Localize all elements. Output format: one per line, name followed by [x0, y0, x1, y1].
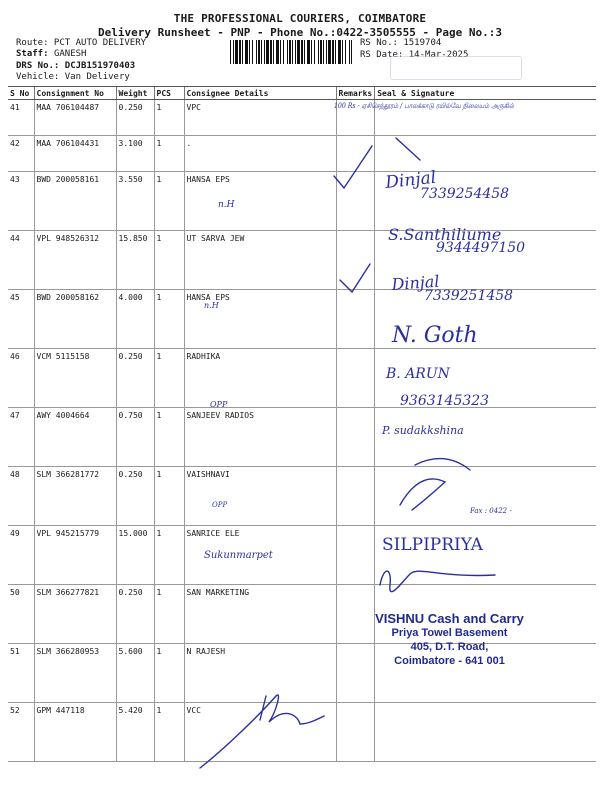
tamil-bracket — [396, 138, 420, 160]
opp-note-49: OPP — [212, 501, 228, 509]
signature-44: S.Santhiliume — [388, 225, 502, 244]
vehicle-label: Vehicle: Van Delivery — [16, 72, 130, 82]
cell-consignee: N RAJESH — [184, 644, 336, 703]
vishnu-stamp — [367, 612, 532, 668]
cell-consignment: BWD 200058162 — [34, 290, 116, 349]
cell-consignee: VCC — [184, 703, 336, 762]
cell-weight: 5.420 — [116, 703, 154, 762]
stamp-line-3: 405, D.T. Road, — [410, 641, 489, 653]
cell-sno: 50 — [8, 585, 34, 644]
signature-46: N. Goth — [392, 323, 478, 348]
cell-weight: 4.000 — [116, 290, 154, 349]
cell-sno: 43 — [8, 172, 34, 231]
stamp-line-2: Priya Towel Basement — [391, 627, 508, 639]
cell-consignment: AWY 4004664 — [34, 408, 116, 467]
col-signature: Seal & Signature — [375, 87, 596, 100]
nh-note-45: n.H — [204, 301, 219, 310]
runsheet-subtitle: Delivery Runsheet - PNP - Phone No.:0422-3505555 - Page No.:3 — [98, 26, 502, 39]
cell-consignment: BWD 200058161 — [34, 172, 116, 231]
bottom-signature — [200, 695, 324, 768]
cell-consignee: VPC — [184, 100, 336, 136]
cell-consignment: SLM 366277821 — [34, 585, 116, 644]
tick-mark-43 — [334, 146, 372, 188]
cell-pcs: 1 — [154, 231, 184, 290]
staff-label: Staff: — [16, 49, 49, 59]
cell-pcs: 1 — [154, 408, 184, 467]
stamp-line-4: Coimbatore - 641 001 — [394, 655, 505, 667]
cell-pcs: 1 — [154, 290, 184, 349]
cell-consignee: HANSA EPS — [184, 290, 336, 349]
cell-consignment: VCM 5115158 — [34, 349, 116, 408]
cell-sno: 51 — [8, 644, 34, 703]
cell-consignment: MAA 706104431 — [34, 136, 116, 172]
cell-sno: 42 — [8, 136, 34, 172]
col-sno: S No — [8, 87, 34, 100]
cell-consignment: SLM 366280953 — [34, 644, 116, 703]
cell-consignee: VAISHNAVI — [184, 467, 336, 526]
cell-consignment: VPL 945215779 — [34, 526, 116, 585]
cell-weight: 0.250 — [116, 100, 154, 136]
cell-consignment: VPL 948526312 — [34, 231, 116, 290]
cell-weight: 15.850 — [116, 231, 154, 290]
cell-pcs: 1 — [154, 526, 184, 585]
drs-label: DRS No.: — [16, 61, 60, 71]
cell-consignment: SLM 366281772 — [34, 467, 116, 526]
cell-weight: 0.750 — [116, 408, 154, 467]
col-consignment: Consignment No — [34, 87, 116, 100]
signature-50: SILPIPRIYA — [382, 535, 483, 555]
cell-weight: 3.550 — [116, 172, 154, 231]
opp-note-47: OPP — [210, 400, 228, 409]
cell-consignee: . — [184, 136, 336, 172]
cell-consignee: HANSA EPS — [184, 172, 336, 231]
cell-sno: 47 — [8, 408, 34, 467]
cell-consignee: SANRICE ELE — [184, 526, 336, 585]
drs-value: DCJB151970403 — [64, 61, 136, 71]
rs-number: RS No.: 1519704 — [360, 38, 442, 48]
cell-weight: 3.100 — [116, 136, 154, 172]
cell-pcs: 1 — [154, 136, 184, 172]
col-remarks: Remarks — [336, 87, 375, 100]
col-pcs: PCS — [154, 87, 184, 100]
stamp-fax: Fax : 0422 - — [470, 507, 512, 515]
cell-weight: 0.250 — [116, 349, 154, 408]
cell-sno: 44 — [8, 231, 34, 290]
company-title: THE PROFESSIONAL COURIERS, COIMBATORE — [173, 12, 427, 25]
cell-weight: 5.600 — [116, 644, 154, 703]
signature-51-stroke — [380, 571, 495, 592]
cell-pcs: 1 — [154, 585, 184, 644]
rs-date: RS Date: 14-Mar-2025 — [360, 50, 469, 60]
cell-consignment: GPM 447118 — [34, 703, 116, 762]
cell-pcs: 1 — [154, 467, 184, 526]
phone-47: 9363145323 — [400, 393, 490, 409]
signature-43: Dinjal — [384, 167, 438, 193]
cell-sno: 52 — [8, 703, 34, 762]
cell-pcs: 1 — [154, 349, 184, 408]
stamp-line-1: VISHNU Cash and Carry — [375, 611, 524, 626]
cell-weight: 0.250 — [116, 467, 154, 526]
cell-weight: 0.250 — [116, 585, 154, 644]
staff-value: GANESH — [53, 49, 87, 59]
signature-48: P. sudakkshina — [382, 424, 464, 437]
cell-weight: 15.000 — [116, 526, 154, 585]
cell-pcs: 1 — [154, 644, 184, 703]
cell-consignee: SANJEEV RADIOS — [184, 408, 336, 467]
cell-sno: 41 — [8, 100, 34, 136]
cell-consignee: RADHIKA — [184, 349, 336, 408]
route-label: Route: PCT AUTO DELIVERY — [16, 38, 147, 48]
tamil-stamp-text: 100 Rs - ஏசிசெந்தூரம் / பாலக்காடு ரயில்வே நிலையம் அருகில் — [334, 102, 538, 110]
col-weight: Weight — [116, 87, 154, 100]
tick-mark-45 — [340, 264, 370, 292]
stamp-arc — [415, 459, 470, 470]
cell-consignee: UT SARVA JEW — [184, 231, 336, 290]
cell-pcs: 1 — [154, 100, 184, 136]
nh-note-43: n.H — [218, 200, 235, 210]
phone-45: 7339251458 — [424, 288, 514, 304]
cell-sno: 45 — [8, 290, 34, 349]
signature-45: Dinjal — [390, 271, 441, 294]
phone-44: 9344497150 — [436, 240, 526, 256]
cell-consignee: SAN MARKETING — [184, 585, 336, 644]
cell-pcs: 1 — [154, 703, 184, 762]
cell-consignment: MAA 706104487 — [34, 100, 116, 136]
signature-47: B. ARUN — [386, 366, 450, 382]
col-consignee: Consignee Details — [184, 87, 336, 100]
cell-sno: 46 — [8, 349, 34, 408]
cell-sno: 49 — [8, 526, 34, 585]
phone-43: 7339254458 — [420, 186, 510, 202]
cell-pcs: 1 — [154, 172, 184, 231]
cell-sno: 48 — [8, 467, 34, 526]
place-note-50: Sukunmarpet — [204, 550, 273, 561]
stamp-swirl — [400, 479, 445, 510]
